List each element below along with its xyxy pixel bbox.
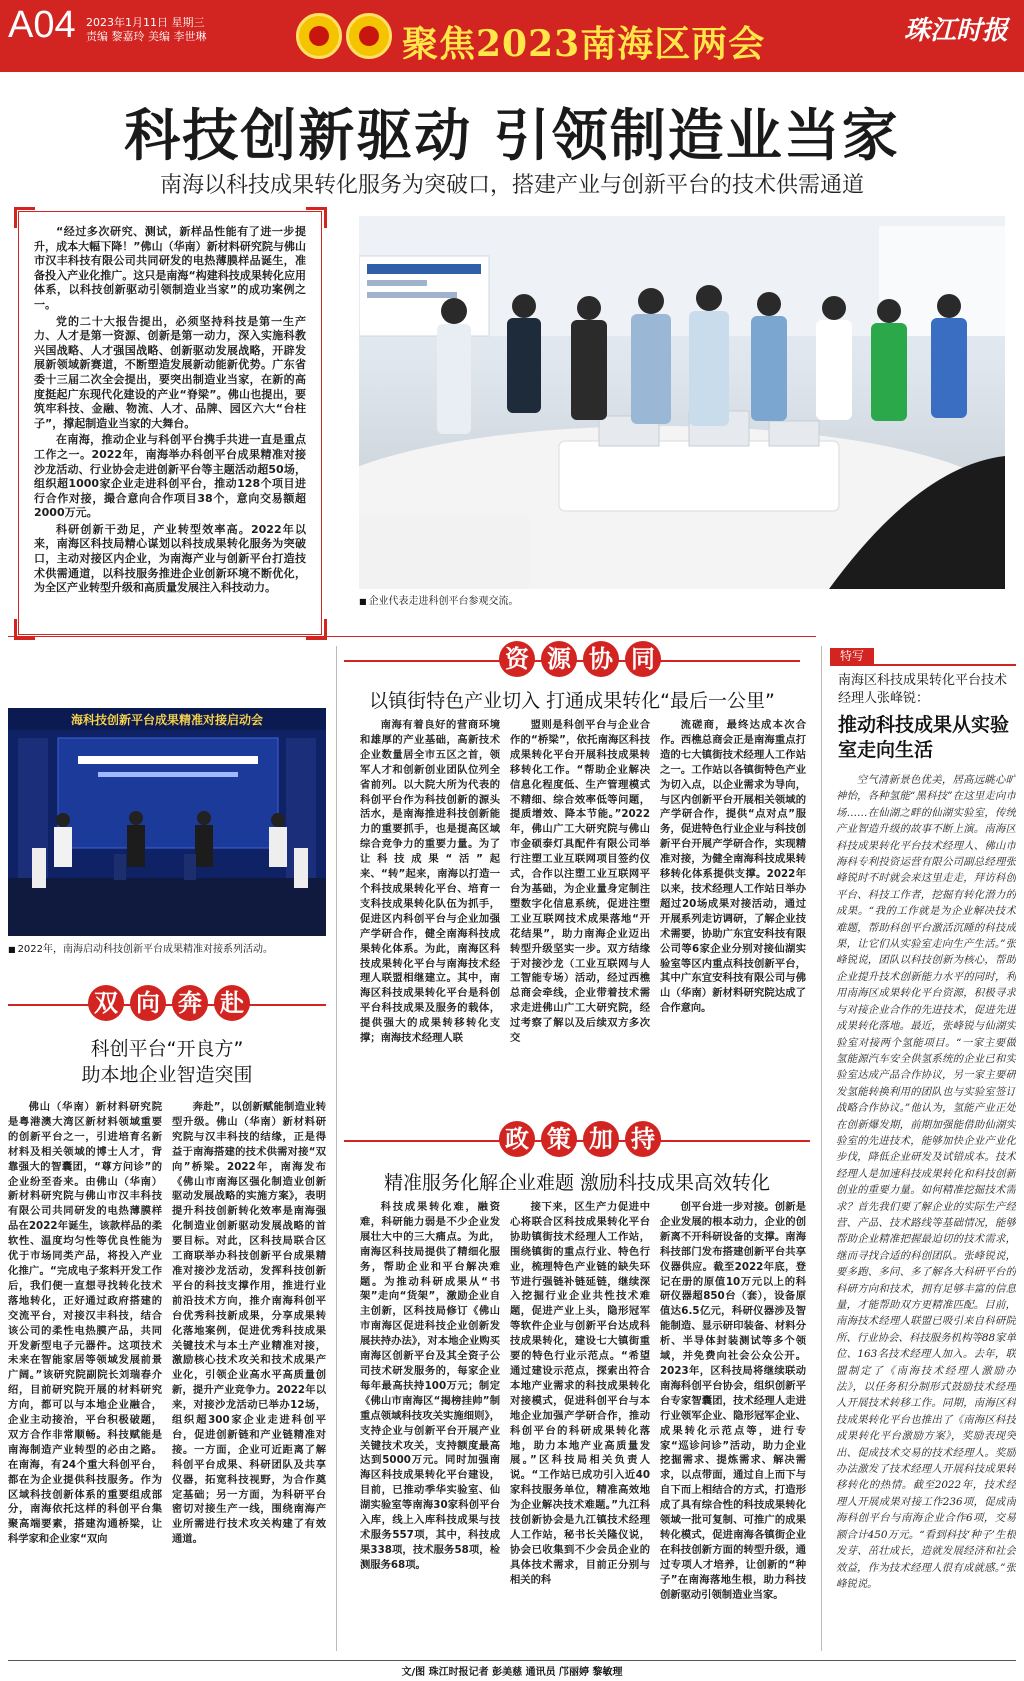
national-emblem-icon: [296, 13, 342, 59]
page-number: A04: [8, 4, 76, 46]
special-rule: [830, 664, 1016, 666]
special-subject: 南海区科技成果转化平台技术经理人张峰锐：: [838, 673, 1008, 706]
resource-column-3: [660, 718, 806, 1098]
focus-title: 聚焦2023南海区两会: [402, 23, 766, 65]
corner-ornament: [306, 207, 327, 228]
byline: 文/图 珠江时报记者 彭美慈 通讯员 邝丽婷 黎敏理: [401, 1667, 623, 1678]
page-subheadline: 南海以科技成果转化服务为突破口，搭建产业与创新平台的技术供需通道: [159, 173, 864, 198]
column-divider: [336, 646, 337, 1651]
mutual-column-2-text: 奔赴”，以创新赋能制造业转型升级。佛山（华南）新材料研究院与汉丰科技的结缘，正是得益于南海搭建的技术供需对接“双向”桥梁。2022年，南海发布《佛山市南海区强化制造业创新驱动发展战略的实施方案》，表明提升科技创新转化效率是南海强化制造业创新驱动发展战略的首要目标。对此，区科技局联合区工商联举办科技创新平台成果精准对接沙龙活动，发挥科技创新平台的科技支撑作用，推进行业前沿技术方向，推介南海科创平台优秀科技新成果，分享成果转化落地案例，促进优秀科技成果关键技术与本土产业精准对接，激励核心技术攻关和技术成果产业化，引领企业高水平高质量创新，提升产业竞争力。2022年以来，对接沙龙活动已举办12场，组织超300家企业走进科创平台，促进创新链和产业链精准对接。一方面，企业可近距离了解科创平台成果、科研团队及共享仪器，拓宽科技视野，为合作奠定基础；另一方面，为科研平台密切对接生产一线，围绕南海产业所需进行技术攻关构建了有效通道。: [172, 1101, 326, 1546]
photo2-caption: ■ 2022年，南海启动科技创新平台成果精准对接系列活动。: [8, 940, 273, 955]
lead-paragraph: 在南海，推动企业与科创平台携手共进一直是重点工作之一。2022年，南海举办科创平台成果精准对接沙龙活动、行业协会走进创新平台等主题活动超50场，组织超1000家企业走进科创平台，推动128个项目进行合作对接，撮合意向合作项目38个，意向交易额超2000万元。: [34, 433, 306, 520]
mutual-column-1-text: 佛山（华南）新材料研究院是粤港澳大湾区新材料领域重要的创新平台之一，引进培育名新材料及相关领域的博士人才，背靠强大的智囊团，“尊方问诊”的企业纷至沓来。由佛山（华南）新材料研究院与佛山市汉丰科技有限公司共同研发的电热薄膜样品在2022年诞生，该款样品的柔软性、温度均匀性等优良性能为优于市场同类产品，将投入产业化推广。“完成电子浆料开发工作后，我们便一直想寻找转化技术落地转化，正好通过政府搭建的交流平台，对接汉丰科技，结合该公司的柔性电热膜产品，共同开发新型电子元器件。这项技术未来在智能家居等领域发展前景广阔。”该研究院副院长刘瑞春介绍，目前研究院开展的材料研究方向，都可以与本地企业融合，企业主动接治，平台积极破题，双方合作非常顺畅。科技赋能是南海制造产业转型的必由之路。在南海，有24个重大科创平台，都在为企业提供科技服务。作为区域科技创新体系的重要组成部分，南海依托这样的科创平台集聚高端要素，搭建沟通桥梁，让科学家和企业家“双向: [8, 1101, 162, 1546]
section-title-char: 奔: [172, 985, 208, 1021]
policy-column-2: [510, 1200, 650, 1648]
section-title-char: 双: [88, 985, 124, 1021]
mutual-column-1: [8, 1100, 162, 1648]
resource-column-1: [360, 718, 500, 1098]
section-divider: [8, 636, 816, 637]
page-headline: 科技创新驱动 引领制造业当家: [124, 104, 900, 169]
section-subtitle-line: 科创平台“开良方”: [90, 1038, 244, 1060]
corner-ornament: [14, 207, 35, 228]
section-subtitle-policy: 精准服务化解企业难题 激励科技成果高效转化: [383, 1172, 771, 1194]
special-body-text: 空气清新景色优美，居高远眺心旷神怡，各种氢能“黑科技”在这里走向市场……在仙湖之畔的仙湖实验室，传统产业智造升级的故事不断上演。南海区科技成果转化平台技术经理人、佛山市海科专利投资运营有限公司副总经理张峰锐时不时就会来这里走走，拜访科创平台、科技工作者，挖掘有转化潜力的成果。“我的工作就是为企业解决技术难题，帮助科创平台激活沉睡的科技成果，让它们从实验室走向生产生活。”张峰锐说，团队以科技创新为核心，帮助企业提升技术创新能力水平的同时，利用南海区成果转化平台资源，积极寻求与对接企业合作的先进技术，促进先进成果转化落地。最近，张峰锐与仙湖实验室对接两个氢能项目。“一家主要做氢能源汽车安全供氢系统的企业已和实验室达成产品合作协议，另一家主要研发氢能转换利用的团队也与实验室签订战略合作协议。”他认为，氢能产业正处在创新爆发期，前期加强能借助仙湖实验室的先进技术，能够加快企业产业化步伐，降低企业研发及试错成本。技术经理人是加速科技成果转化和科技创新创业的重要力量。如何精准挖掘技术需求？首先我们要了解企业的实际生产经营、产品、技术路线等基础情况，能够帮助企业精准把握最迫切的技术需求，继而寻找合适的科创团队。张峰锐说，要多跑、多问、多了解各大科研平台的科研方向和技术，拥有足够丰富的信息量，才能帮助双方更精准匹配。目前，南海技术经理人联盟已吸引来自科研院所、行业协会、科技服务机构等88家单位、163名技术经理人加入。去年，联盟制定了《南海技术经理人激励办法》，以任务积分制形式鼓励技术经理人开展技术转移工作。同期，南海区科技成果转化平台也推出了《南海区科技成果转化平台激励方案》，奖励表现突出、促成技术交易的技术经理人。奖励办法激发了技术经理人开展科技成果转移转化的热情。截至2022年，技术经理人开展成果对接工作236项，促成南海科创平台与南海企业合作6项，交易额合计450万元。“看到科技‘种子’生根发芽、茁壮成长，造就发展经济和社会效益，作为技术经理人很有成就感。”张峰锐说。: [836, 774, 1016, 1590]
lead-paragraph: 党的二十大报告提出，必须坚持科技是第一生产力、人才是第一资源、创新是第一动力，深入实施科教兴国战略、人才强国战略、创新驱动发展战略，开辟发展新领域新赛道，不断塑造发展新动能新优势。广东省委十三届二次全会提出，要突出制造业当家，在新的高度挺起广东现代化建设的产业“脊梁”。佛山也提出，要筑牢科技、金融、物流、人才、品牌、园区六大“台柱子”，撑起制造业当家的大舞台。: [34, 314, 306, 430]
editors-credit: 责编 黎嘉玲 美编 李世琳: [86, 30, 207, 43]
policy-column-2-text: 接下来，区生产力促进中心将联合区科技成果转化平台协助镇街技术经理人工作站，围绕镇街的重点行业、特色行业，梳理特色产业链的缺失环节进行强链补链延链，继续深入挖掘行业企业共性技术难题，促进产业上头，隐形冠军等软件企业与创新平台达成科技成果转化，建设七大镇街重要的特色行业示范点。“希望通过建设示范点，探索出符合本地产业需求的科技成果转化对接模式，促进科创平台与本地企业加强产学研合作，推动科创平台的科研成果转化落地，助力本地产业高质量发展。”区科技局相关负责人说。“工作站已成功引入近40家科技服务单位，精准高效地为企业解决技术难题。”九江科技创新协会是九江镇技术经理人工作站，秘书长关隆仪说，协会已收集到不少会员企业的具体技术需求，目前正分别与相关的科: [510, 1201, 650, 1586]
section-title-char: 政: [499, 1121, 535, 1157]
special-tag: 特写: [830, 648, 874, 665]
photo1-caption: ■ 企业代表走进科创平台参观交流。: [359, 592, 519, 607]
resource-column-2-text: 盟则是科创平台与企业合作的“桥梁”，依托南海区科技成果转化平台开展科技成果转移转化工作。“帮助企业解决信息化程度低、生产管理模式不精细、综合效率低等问题，提质增效、降本节能。”2022年，佛山广工大研究院与佛山市金硕泰灯具配件有限公司举行注塑工业互联网项目签约仪式，合作以注塑工业互联网平台为基础，为企业量身定制注塑数字化信息系统，促进注塑工业互联网技术成果落地“开花结果”，助力南海企业迈出转型升级坚实一步。双方结缘于对接沙龙（工业互联网与人工智能专场）活动，经过西樵总商会牵线，企业带着技术需求走进佛山广工大研究院，经过考察了解以及后续双方多次交: [510, 719, 650, 1045]
resource-column-1-text: 南海有着良好的营商环境和雄厚的产业基础，高新技术企业数量居全市五区之首，领军人才和创新创业团队位列全省前列。以大院大所为代表的科创平台作为科技创新的源头活水，是南海推进科技创新能力的重要抓手，也是提高区域综合竞争力的重要力量。为了让科技成果“活”起来、“转”起来，南海以打造一个科技成果转化平台、培育一支科技成果转化队伍为抓手，促进区内科创平台与企业加强产学研合作，健全南海科技成果转化体系。为此，南海区科技成果转化平台与南海技术经理人联盟相继建立。其中，南海区科技成果转化平台是科创平台科技成果及服务的载体，提供强大的成果转移转化支撑；南海技术经理人联: [360, 719, 500, 1045]
lead-paragraph: 科研创新干劲足，产业转型效率高。2022年以来，南海区科技局精心谋划以科技成果转化服务为突破口，主动对接区内企业，为南海产业与创新平台打造技术供需通道，以科技服务推进企业创新环境不断优化，为全区产业转型升级和高质量发展注入科技动力。: [34, 522, 306, 595]
section-title-char: 协: [583, 641, 619, 677]
masthead: [0, 0, 1024, 72]
policy-column-1-text: 科技成果转化难，融资难，科研能力弱是不少企业发展壮大中的三大痛点。为此，南海区科技局提供了精细化服务，帮助企业和平台解决难题。为推动科研成果从“书架”走向“货架”，激励企业自主创新，区科技局修订《佛山市南海区促进科技企业创新发展扶持办法》，对本地企业购买南海区创新平台及其全资子公司技术研发服务的，每家企业每年最高扶持100万元；制定《佛山市南海区“揭榜挂帅”制重点领域科技攻关实施细则》，支持企业与创新平台开展产业关键技术攻关，支持额度最高达到5000万元。同时加强南海区科技成果转化平台建设，目前，已推动季华实验室、仙湖实验室等南海30家科创平台入库，线上入库科技成果与技术服务557项，其中，科技成果338项，技术服务58项，检测服务68项。: [360, 1201, 500, 1571]
resource-column-2: [510, 718, 650, 1098]
launch-event-photo: [8, 708, 326, 936]
section-title-char: 加: [583, 1121, 619, 1157]
policy-column-1: [360, 1200, 500, 1648]
section-title-char: 赴: [214, 985, 250, 1021]
section-subtitle-mutual: [8, 1036, 326, 1088]
newspaper-brand: 珠江时报: [903, 16, 1008, 46]
section-title-mutual: [88, 985, 250, 1021]
lead-paragraph: “经过多次研究、测试，新样品性能有了进一步提升，成本大幅下降！”佛山（华南）新材料研究院与佛山市汉丰科技有限公司共同研发的电热薄膜样品诞生，准备投入产业化推广。这只是南海“构建科技成果转化应用体系，以科技创新驱动引领制造业当家”的成功案例之一。: [34, 225, 306, 311]
mutual-column-2: [172, 1100, 326, 1648]
issue-date: 2023年1月11日 星期三: [86, 16, 205, 29]
exhibition-visit-photo: [359, 216, 1005, 589]
cppcc-emblem-icon: [346, 13, 392, 59]
section-subtitle-resource: 以镇街特色产业切入 打通成果转化“最后一公里”: [369, 690, 775, 712]
section-title-char: 同: [625, 641, 661, 677]
section-title-char: 向: [130, 985, 166, 1021]
section-title-char: 策: [541, 1121, 577, 1157]
special-headline: 推动科技成果从实验室走向生活: [838, 714, 1010, 761]
footer-rule: [8, 1660, 1016, 1661]
section-subtitle-line: 助本地企业智造突围: [81, 1064, 253, 1086]
special-body: [836, 772, 1016, 1650]
policy-column-3: [660, 1200, 806, 1648]
resource-column-3-text: 流磋商，最终达成本次合作。西樵总商会正是南海重点打造的七大镇街技术经理人工作站之一。工作站以各镇街特色产业为切入点，以企业需求为导向，与区内创新平台开展相关领域的产学研合作，提供“点对点”服务，促进特色行业企业与科技创新平台开展产学研合作，实现精准对接，为健全南海科技成果转移转化体系提供支撑。2022年以来，技术经理人工作站日举办超过20场成果对接活动，通过开展系列走访调研，了解企业技术需要，协助广东宜安科技有限公司等6家企业分别对接仙湖实验室等区内重点科技创新平台，其中广东宜安科技有限公司与佛山（华南）新材料研究院达成了合作意向。: [660, 719, 806, 1015]
photo2-banner: 海科技创新平台成果精准对接启动会: [70, 713, 264, 727]
section-title-char: 持: [625, 1121, 661, 1157]
column-divider: [821, 646, 822, 1651]
policy-column-3-text: 创平台进一步对接。创新是企业发展的根本动力，企业的创新离不开科研设备的支撑。南海科技部门发布搭建创新平台共享仪器供应。截至2022年底，登记在册的原值10万元以上的科研仪器超850台（套），设备原值达6.5亿元，科研仪器涉及智能制造、显示研印装备、材料分析、半导体封装测试等多个领域，并免费向社会公众公开。2023年，区科技局将继续联动南海科创平台协会，组织创新平台专家智囊团，技术经理人走进行业领军企业、隐形冠军企业、成果转化示范点等，进行专家“巡诊问诊”活动，助力企业挖掘需求、提炼需求、解决需求，以点带面，通过自上而下与自下而上相结合的方式，打造形成了具有综合性的科技成果转化领域一批可复制、可推广的成果转化模式，促进南海各镇街企业在科技创新方面的转型升级，通过专项人才培养，让创新的“种子”在南海落地生根，助力科技创新驱动引领制造业当家。: [660, 1201, 806, 1601]
section-title-char: 资: [499, 641, 535, 677]
launch-event-illustration: [8, 708, 326, 936]
exhibition-illustration: [359, 216, 1005, 589]
section-title-resource: [499, 641, 661, 677]
section-title-policy: [499, 1121, 661, 1157]
lead-text: [34, 225, 306, 598]
section-title-char: 源: [541, 641, 577, 677]
masthead-meta: [86, 16, 216, 44]
